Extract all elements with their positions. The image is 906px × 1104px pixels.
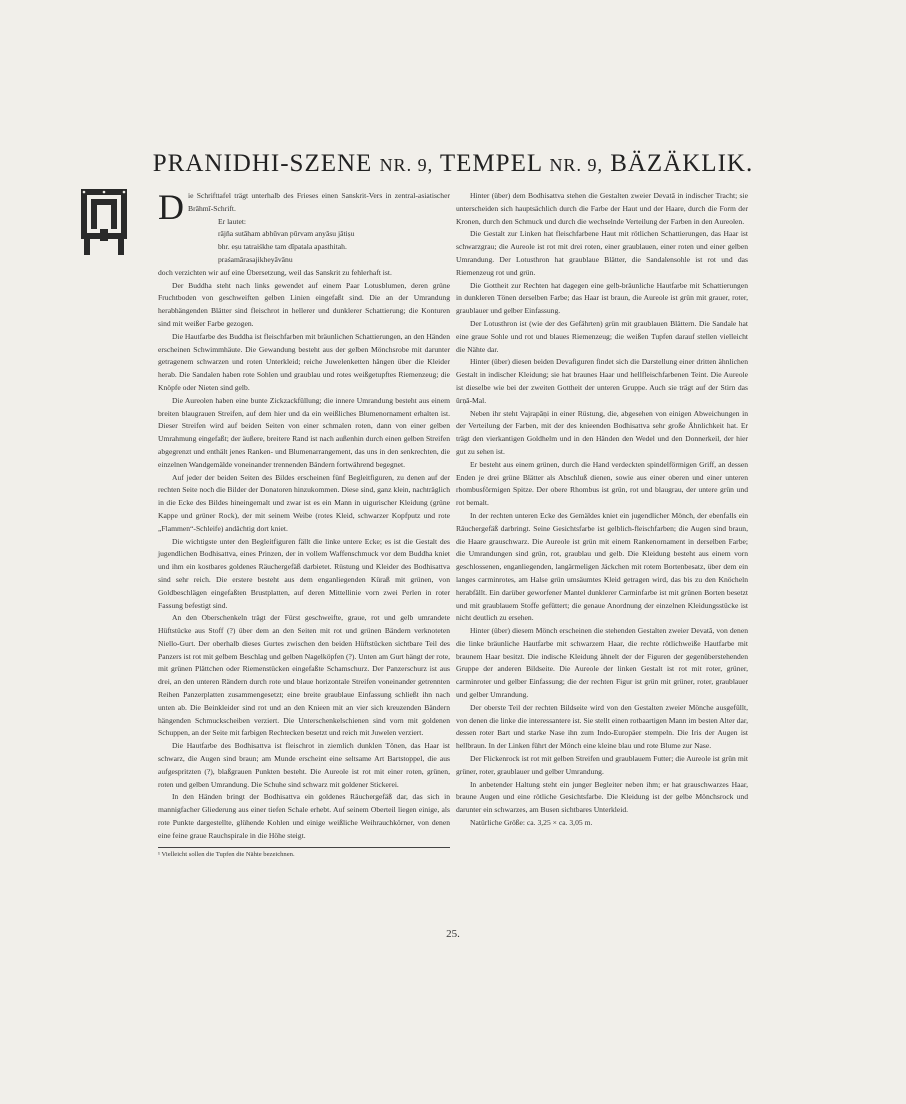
paragraph: Der Buddha steht nach links gewendet auf einem Paar Lotusblumen, deren grüne Fruchtboden von geschweiften gelben Linien eingefaßt sind. Die an der Umrandung herabhängenden Blätter sind fleischrot in hellerer und dunklerer Schattierung; die Konturen sind mit weißer Farbe gezogen. [158,280,450,328]
paragraph: In der rechten unteren Ecke des Gemäldes kniet ein jugendlicher Mönch, der ebenfalls ein Räuchergefäß darbringt. Seine Gesichtsfarbe ist gelblich-fleischfarben; die Augen sind braun, die Haare grauschwarz. Die Aureole ist grün mit einem Rankenornament in derselben Farbe; die Umrandungen sind grün, rot, graublau und gelb. Die Kleidung besteht aus einem vorn geschlossenen, enganliegenden, langärmeligen Jäckchen mit rotem Bortenbesatz, über dem ein langes carminrotes, am Halse grün umsäumtes Kleid getragen wird, das bis zu den Knöcheln herabfällt. Ein darüber geworfener Mantel dunklerer Carminfarbe ist mit grünen Borten besetzt und mit graublauem Stoffe gefüttert; die genaue Anordnung der einzelnen Kleidungsstücke ist nicht deutlich zu ersehen. [456,510,748,623]
title-part: BÄZÄKLIK. [610,150,754,177]
title-number: NR. 9, [379,155,434,175]
paragraph: Die Gottheit zur Rechten hat dagegen eine gelb-bräunliche Hautfarbe mit Schattierungen in dunkleren Tönen derselben Farbe; das Haar ist braun, die Aureole ist grün mit grauer, roter, graublauer und gelber Einfassung. [456,280,748,316]
sanskrit-verse: Er lautet: rājña sutāham abhūvan pūrvam anyāsu jātiṣu bhr. eṣu tatraiśkhe tam dīpatala apasthitah. praśamārasajikheyāvānu [218,216,355,264]
paragraph: Der oberste Teil der rechten Bildseite wird von den Gestalten zweier Mönche ausgefüllt, von denen die linke die interessantere ist. Sie stellt einen rotbaartigen Mann im besten Alter dar, dessen roter Bart und starke Nase ihn zum Indo-Europäer stempeln. Die Iris der Augen ist hellbraun. In der Linken führt der Mönch eine kleine blau und rote Blume zur Nase. [456,702,748,751]
right-column [456,190,748,830]
paragraph: Die Aureolen haben eine bunte Zickzackfüllung; die innere Umrandung besteht aus einem breiten blaugrauen Streifen, auf dem hier und da ein weißliches Blumenornament erhalten ist. Dieser Streifen wird auf beiden Seiten von einer schmalen roten, dann von einer gelben Umrahmung eingefaßt; der äußere, breitere Rand ist nach außenhin durch einen gelben Streifen abgegrenzt und enthält jenes Ranken- und Blumenarrangement, das uns in den senkrechten, die einzelnen Wandgemälde voneinander trennenden Bändern fortwährend begegnet. [158,395,450,469]
ornament-icon [80,188,128,262]
page-title [0,150,906,178]
paragraph: Die Hautfarbe des Bodhisattva ist fleischrot in ziemlich dunklen Tönen, das Haar ist schwarz, die Augen sind braun; am Munde erscheint eine seltsame Art Bartstoppel, die aus aufgespritzten (?), blaßgrauen Punkten besteht. Die Aureole ist rot mit einer roten, grünen, roten und gelben Umrandung. Die Schuhe sind schwarz mit goldener Stickerei. [158,741,450,789]
paragraph: Der Flickenrock ist rot mit gelben Streifen und graublauem Futter; die Aureole ist grün mit grüner, roter, graublauer und gelber Umrandung. [456,754,748,776]
paragraph: In den Händen bringt der Bodhisattva ein goldenes Räuchergefäß dar, das sich in mannigfacher Gliederung aus einer tiefen Schale erhebt. Auf seinem Oberteil liegen einige, als rote Punkte dargestellte, glühende Kohlen und einige weißliche Weihrauchkörner, von denen eine feine graue Rauchspirale in die Höhe steigt. [158,792,450,840]
footnote-rule [158,847,450,848]
page-number: 25. [446,928,460,940]
paragraph: In anbetender Haltung steht ein junger Begleiter neben ihm; er hat grauschwarzes Haar, braune Augen und eine rötliche Gesichtsfarbe. Die Kleidung ist der gelbe Mönchsrock und darunter ein schwarzes, am Busen sichtbares Unterkleid. [456,779,748,815]
paragraph: doch verzichten wir auf eine Übersetzung, weil das Sanskrit zu fehlerhaft ist. [158,267,392,277]
paragraph: Die Gestalt zur Linken hat fleischfarbene Haut mit rötlichen Schattierungen, das Haar ist schwarzgrau; die Aureole ist rot mit drei roten, einer graublauen, einer roten und einer gelben Umrandung. Der Lotusthron hat graublaue Blätter, die Sandalensohle ist rot und das Riemenzeug rot und grün. [456,229,748,277]
paragraph: Natürliche Größe: ca. 3,25 × ca. 3,05 m. [470,818,593,828]
paragraph: Die wichtigste unter den Begleitfiguren fällt die linke untere Ecke; es ist die Gestalt des jugendlichen Bodhisattva, eines Prinzen, der in vollem Waffenschmuck vor dem Buddha kniet und ihm ein kostbares goldenes Räuchergefäß darbietet. Rüstung und Kleider des Bodhisattva sind sehr reich. Die erstere besteht aus dem enganliegenden Küraß mit grünen, von Goldbeschlägen eingefaßten Brustplatten, auf deren Mittellinie vorn zwei Perlen in roter Fassung befestigt sind. [158,536,450,610]
paragraph: Hinter (über) diesen beiden Devafiguren findet sich die Darstellung einer dritten ähnlichen Gestalt in indischer Kleidung; sie hat braunes Haar und hellfleischfarbenen Teint. Die Aureole ist dieselbe wie bei der zweiten Gottheit der unteren Gruppe. Auch sie trägt auf der Stirn das ūrṇā-Mal. [456,357,748,405]
paragraph: Auf jeder der beiden Seiten des Bildes erscheinen fünf Begleitfiguren, zu denen auf der rechten Seite noch die Bilder der Donatoren hinzukommen. Diese sind, ganz klein, nachträglich in die Ecke des Bildes hineingemalt und zwar ist es ein Mann in uigurischer Kleidung (grüne Kappe und grüner Rock), der mit seinem Weibe (rotes Kleid, schwarzer Kopfputz und rote „Flammen“-Schleife) andächtig dort kniet. [158,472,450,533]
paragraph: Der Lotusthron ist (wie der des Gefährten) grün mit graublauen Blättern. Die Sandale hat eine graue Sohle und rot und blaues Riemenzeug; die weißen Tupfen darauf stellen vielleicht die Nähte dar. [456,318,748,354]
intro-paragraph: D ie Schrifttafel trägt unterhalb des Frieses einen Sanskrit-Vers in zentral-asiatischer Brāhmī-Schrift. [158,187,450,227]
left-column [158,187,450,859]
paragraph: Neben ihr steht Vajrapāṇi in einer Rüstung, die, abgesehen von einigen Abweichungen in der Verteilung der Farben, mit der des knieenden Bodhisattva sehr große Ähnlichkeit hat. Er trägt den vierkantigen Goldhelm und in den Händen den Wedel und den Donnerkeil, der hier gut zu sehen ist. [456,408,748,456]
title-number: NR. 9, [549,155,603,175]
paragraph: Hinter (über) dem Bodhisattva stehen die Gestalten zweier Devatā in indischer Tracht; sie unterscheiden sich hauptsächlich durch die Farbe der Haut und der Haare, durch die Form der Kronen, durch den Schmuck und durch die wechselnde Verteilung der Farben in den Aureolen. [456,191,748,226]
paragraph: An den Oberschenkeln trägt der Fürst geschweifte, graue, rot und gelb umrandete Hüftstücke aus Stoff (?) über dem an den Seiten mit rot und grünen Bändern verknoteten Niello-Gurt. Der oberhalb dieses Gurtes zwischen den beiden Hüftstücken sichtbare Teil des Panzers ist rot mit gelbem Beschlag und gelben Nagelköpfen (?). Unten am Gurt hängt der rote, mit grünen Plättchen oder Riemenstücken eingefaßte Schamschurz. Der Panzerschurz ist aus drei, an den unteren Rändern durch rote und blaue horizontale Streifen voneinander getrennten Reihen Panzerplatten zusammengesetzt; eine breite graublaue Einfassung schließt ihn nach unten ab. Die Beinkleider sind rot und an den Knieen mit an vier sich kreuzenden Bändern hängenden Schmuckscheiben verziert. Die Unterschenkelschienen sind vorn mit goldenen Schuppen, an der Seite mit farbigen Rechtecken besetzt und reich mit Juwelen verziert. [158,613,450,738]
drop-cap: D [158,187,184,227]
paragraph: Hinter (über) diesem Mönch erscheinen die stehenden Gestalten zweier Devatā, von denen die linke bräunliche Hautfarbe mit schwarzem Haar, die rechte rötlichweiße Hautfarbe mit braunem Haar besitzt. Die indische Kleidung ähnelt der der Figuren der gegenüberstehenden Gruppe der anderen Bildseite. Die Aureole der linken Gestalt ist rot mit roter, grüner, carminroter und gelber Einfassung; die der rechten Figur ist grün mit grüner, roter, graublauer und gelber Umrandung. [456,626,748,700]
paragraph: Er besteht aus einem grünen, durch die Hand verdeckten spindelförmigen Griff, an dessen Enden je drei grüne Blätter als Abschluß dienen, sowie aus einer oberen und einer unteren rhombusförmigen Spitze. Der obere Rhombus ist grün, rot und blaugrau, der untere grün und rot bemalt. [456,459,748,508]
footnote: ¹ Vielleicht sollen die Tupfen die Nähte bezeichnen. [158,850,295,858]
paragraph: Die Hautfarbe des Buddha ist fleischfarben mit bräunlichen Schattierungen, an den Händen erscheinen Schwimmhäute. Die Gewandung besteht aus der gelben Mönchsrobe mit darunter getragenem schwarzen und roten Unterkleid; reiche Juwelenketten hängen über die Kleider herab. Die Sandalen haben rote Sohlen und graublau und rotes weißgetupftes Riemenzeug; die Knöpfe oder Nieten sind gelb. [158,331,450,392]
title-part: TEMPEL [439,150,543,177]
title-part: PRANIDHI-SZENE [152,150,373,177]
